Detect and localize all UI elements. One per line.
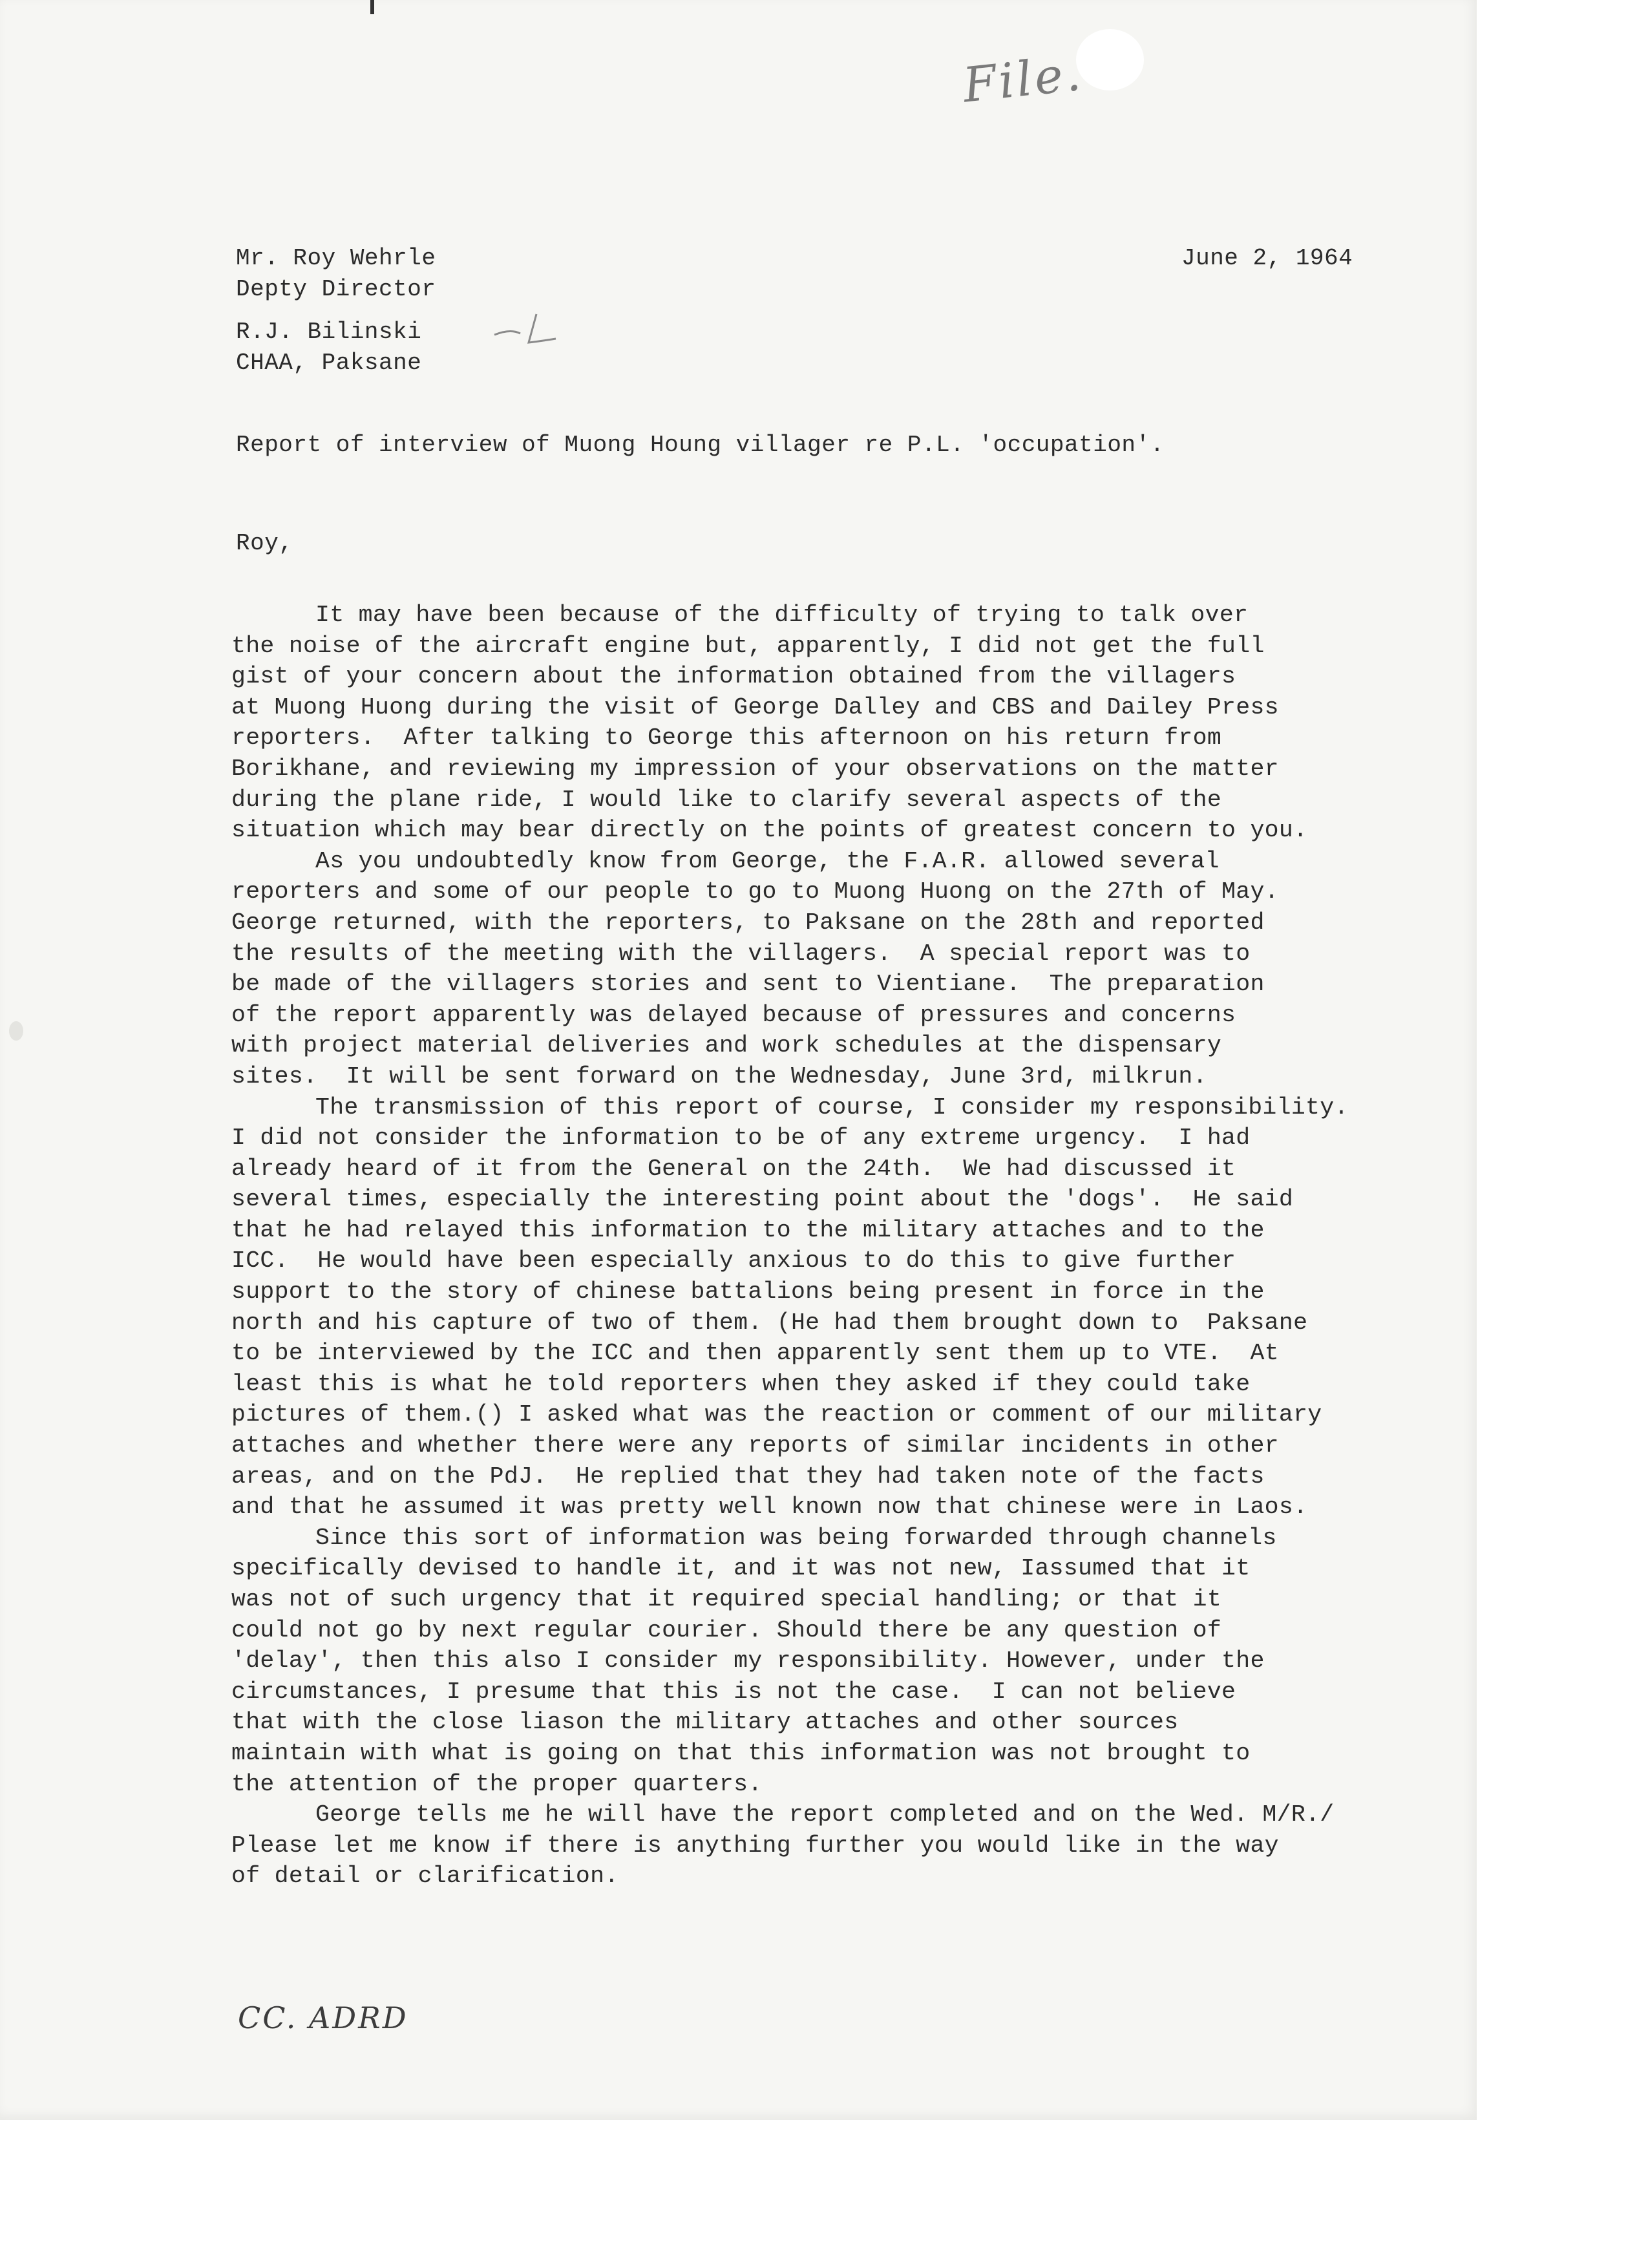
- paragraph: [231, 1092, 1459, 1523]
- text-line: could not go by next regular courier. Should there be any question of: [231, 1616, 1222, 1644]
- text-line: at Muong Huong during the visit of George Dalley and CBS and Dailey Press: [231, 694, 1279, 721]
- paragraph: [231, 600, 1459, 846]
- text-line: of detail or clarification.: [231, 1863, 619, 1890]
- text-line: support to the story of chinese battalions being present in force in the: [231, 1278, 1265, 1306]
- text-line: circumstances, I presume that this is not the case. I can not believe: [231, 1678, 1236, 1705]
- text-line: least this is what he told reporters when they asked if they could take: [231, 1370, 1251, 1397]
- text-line: situation which may bear directly on the points of greatest concern to you.: [231, 817, 1308, 844]
- text-line: gist of your concern about the information obtained from the villagers: [231, 663, 1236, 690]
- text-line: specifically devised to handle it, and it was not new, Iassumed that it: [231, 1555, 1251, 1582]
- text-line: the noise of the aircraft engine but, apparently, I did not get the full: [231, 632, 1265, 659]
- text-line: The transmission of this report of course, I consider my responsibility.: [315, 1094, 1349, 1121]
- memo-to-name: Mr. Roy Wehrle: [236, 245, 436, 271]
- text-line: It may have been because of the difficulty of trying to talk over: [315, 602, 1249, 628]
- text-line: 'delay', then this also I consider my responsibility. However, under the: [231, 1648, 1265, 1675]
- memo-from-office: CHAA, Paksane: [236, 350, 422, 376]
- text-line: and that he assumed it was pretty well known now that chinese were in Laos.: [231, 1494, 1308, 1521]
- text-line: I did not consider the information to be of any extreme urgency. I had: [231, 1125, 1251, 1152]
- text-line: attaches and whether there were any reports of similar incidents in other: [231, 1432, 1279, 1459]
- text-line: that with the close liason the military attaches and other sources: [231, 1709, 1179, 1736]
- text-line: was not of such urgency that it required special handling; or that it: [231, 1586, 1222, 1613]
- text-line: pictures of them.() I asked what was the reaction or comment of our military: [231, 1401, 1322, 1428]
- handwritten-initials: [491, 309, 562, 348]
- memo-from-name: R.J. Bilinski: [236, 319, 422, 345]
- text-line: during the plane ride, I would like to clarify several aspects of the: [231, 786, 1222, 813]
- text-line: areas, and on the PdJ. He replied that they had taken note of the facts: [231, 1463, 1265, 1490]
- text-line: be made of the villagers stories and sent to Vientiane. The preparation: [231, 971, 1265, 998]
- paragraph: [231, 1523, 1459, 1799]
- text-line: As you undoubtedly know from George, the F.A.R. allowed several: [315, 847, 1220, 874]
- text-line: the attention of the proper quarters.: [231, 1770, 763, 1797]
- text-line: with project material deliveries and work schedules at the dispensary: [231, 1032, 1222, 1059]
- text-line: maintain with what is going on that this information was not brought to: [231, 1739, 1251, 1766]
- staple-mark: [370, 0, 374, 14]
- text-line: that he had relayed this information to the military attaches and to the: [231, 1216, 1265, 1244]
- handwritten-file-note: File.: [960, 45, 1086, 114]
- punch-hole: [1076, 29, 1144, 90]
- text-line: ICC. He would have been especially anxious to do this to give further: [231, 1247, 1236, 1275]
- text-line: Since this sort of information was being forwarded through channels: [315, 1524, 1277, 1551]
- punch-hole: [9, 1021, 23, 1041]
- text-line: already heard of it from the General on the 24th. We had discussed it: [231, 1155, 1236, 1182]
- memo-subject: Report of interview of Muong Houng villager re P.L. 'occupation'.: [236, 432, 1165, 458]
- paragraph: [231, 1799, 1459, 1892]
- text-line: of the report apparently was delayed because of pressures and concerns: [231, 1001, 1236, 1028]
- text-line: to be interviewed by the ICC and then apparently sent them up to VTE. At: [231, 1340, 1279, 1367]
- handwritten-cc-note: CC. ADRD: [238, 2000, 408, 2035]
- text-line: George returned, with the reporters, to Paksane on the 28th and reported: [231, 909, 1265, 936]
- memo-salutation: Roy,: [236, 530, 293, 556]
- text-line: reporters. After talking to George this afternoon on his return from: [231, 725, 1222, 752]
- text-line: the results of the meeting with the villagers. A special report was to: [231, 940, 1251, 967]
- memo-date: June 2, 1964: [1181, 245, 1353, 271]
- text-line: sites. It will be sent forward on the Wednesday, June 3rd, milkrun.: [231, 1063, 1207, 1090]
- text-line: Borikhane, and reviewing my impression of your observations on the matter: [231, 755, 1279, 782]
- text-line: Please let me know if there is anything further you would like in the way: [231, 1832, 1279, 1859]
- text-line: several times, especially the interesting point about the 'dogs'. He said: [231, 1186, 1294, 1213]
- text-line: north and his capture of two of them. (He had them brought down to Paksane: [231, 1309, 1308, 1336]
- text-line: George tells me he will have the report completed and on the Wed. M/R./: [315, 1801, 1335, 1828]
- text-line: reporters and some of our people to go to Muong Huong on the 27th of May.: [231, 878, 1279, 906]
- memo-to-title: Depty Director: [236, 276, 436, 302]
- paragraph: [231, 846, 1459, 1092]
- memo-body: [231, 600, 1459, 1892]
